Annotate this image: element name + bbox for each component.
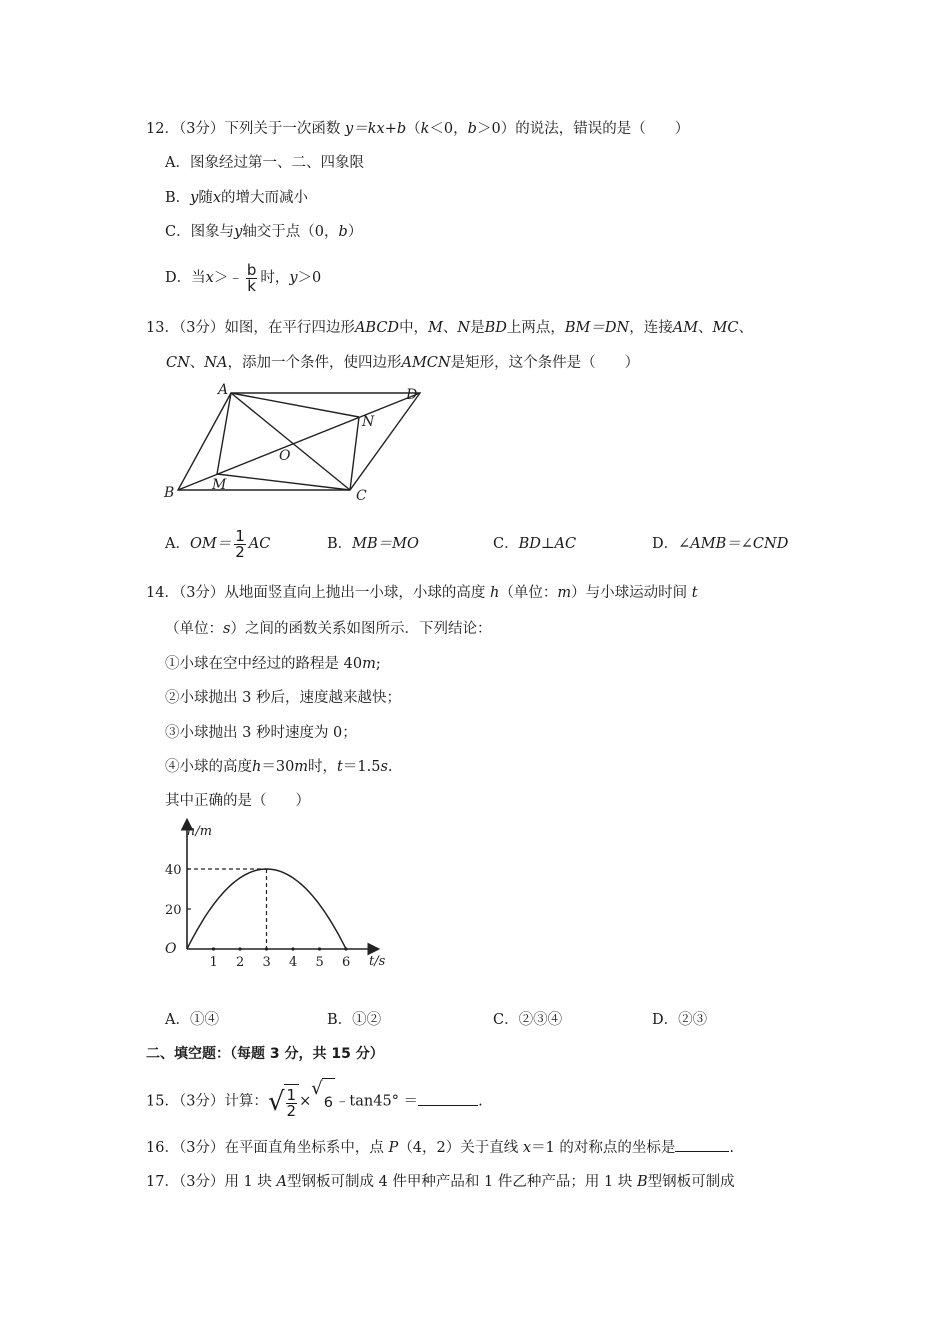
y-tick-label-40: 40 [165, 863, 182, 878]
x-tick-mark-5 [318, 947, 321, 950]
q14-option-d: D．②③ [652, 1012, 708, 1028]
parallelogram-figure [160, 380, 430, 505]
q12-option-b: B．y随x的增大而减小 [165, 190, 309, 206]
q14-conclusion-2: ②小球抛出 3 秒后，速度越来越快； [165, 690, 401, 706]
label-n: N [362, 414, 375, 430]
q12-stem: 12．（3分）下列关于一次函数 y＝kx+b（k＜0，b＞0）的说法，错误的是（ ） [146, 121, 690, 137]
q12-option-a: A．图象经过第一、二、四象限 [165, 155, 364, 171]
x-tick-mark-2 [238, 947, 241, 950]
x-tick-label-5: 5 [315, 955, 324, 970]
x-axis-label: t/s [369, 954, 386, 969]
y-axis-label: h/m [187, 824, 213, 839]
q14-stem-line1: 14．（3分）从地面竖直向上抛出一小球，小球的高度 h（单位：m）与小球运动时间 t [146, 585, 698, 601]
q14-conclusion-3: ③小球抛出 3 秒时速度为 0； [165, 725, 357, 741]
q14-conclusion-1: ①小球在空中经过的路程是 40m; [165, 656, 381, 672]
q14-stem-line2: （单位：s）之间的函数关系如图所示．下列结论： [165, 621, 492, 637]
q13-stem-line2: CN、NA，添加一个条件，使四边形AMCN是矩形，这个条件是（ ） [166, 355, 640, 371]
label-m: M [212, 477, 227, 493]
x-tick-label-3: 3 [262, 955, 271, 970]
q14-ask: 其中正确的是（ ） [165, 793, 310, 809]
origin-label: O [165, 941, 177, 957]
diagonal-bd [178, 393, 420, 490]
x-tick-label-1: 1 [209, 955, 218, 970]
q14-option-a: A．①④ [165, 1012, 219, 1028]
label-o: O [279, 448, 291, 464]
q13-option-a: A．OM＝ $\frac{1}{2}$ AC [165, 526, 271, 561]
segment-mc [217, 474, 350, 490]
label-a: A [218, 382, 229, 398]
q14-option-c: C．②③④ [493, 1012, 563, 1028]
q12-option-d: D．当x＞﹣ $\frac{b}{k}$ 时，y＞0 [165, 260, 322, 295]
q13-option-b: B．MB＝MO [327, 536, 419, 552]
q13-option-c: C．BD⊥AC [493, 536, 577, 552]
q14-option-b: B．①② [327, 1012, 382, 1028]
label-c: C [356, 488, 367, 504]
x-tick-label-2: 2 [236, 955, 245, 970]
height-time-chart [155, 815, 400, 975]
fraction-one-half: $\frac{1}{2}$ [235, 526, 245, 561]
q16-answer-blank[interactable] [675, 1137, 729, 1152]
x-tick-mark-1 [212, 947, 215, 950]
q13-stem-line1: 13．（3分）如图，在平行四边形ABCD中，M、N是BD上两点，BM＝DN，连接AM、MC、 [146, 320, 753, 336]
diagonal-ac [231, 393, 350, 490]
x-tick-label-4: 4 [289, 955, 298, 970]
q15-answer-blank[interactable] [418, 1091, 478, 1106]
series-h-curve [187, 869, 346, 949]
q17-stem: 17．（3分）用 1 块 A型钢板可制成 4 件甲种产品和 1 件乙种产品；用 1 块 B型钢板可制成 [146, 1174, 735, 1190]
sqrt-six: √ 6 [311, 1078, 335, 1125]
sqrt-one-half: √ $\frac{1}{2}$ [268, 1084, 299, 1120]
q15-stem: 15．（3分）计算： √ $\frac{1}{2}$ × √ 6 ﹣tan45° ＝ . [146, 1078, 483, 1125]
q16-stem: 16．（3分）在平面直角坐标系中，点 P（4，2）关于直线 x＝1 的对称点的坐标是 . [146, 1137, 734, 1158]
q12-option-c: C．图象与y轴交于点（0，b） [165, 224, 363, 240]
fraction-b-over-k: $\frac{b}{k}$ [246, 260, 257, 295]
q14-conclusion-4: ④小球的高度h＝30m时，t＝1.5s. [165, 759, 393, 775]
label-d: D [406, 387, 418, 403]
segment-na [231, 393, 359, 417]
y-tick-label-20: 20 [165, 903, 182, 918]
label-b: B [164, 485, 175, 501]
q13-option-d: D．∠AMB＝∠CND [652, 536, 789, 552]
section-2-title: 二、填空题：（每题 3 分，共 15 分） [146, 1046, 384, 1062]
x-tick-label-6: 6 [342, 955, 351, 970]
x-tick-mark-4 [291, 947, 294, 950]
